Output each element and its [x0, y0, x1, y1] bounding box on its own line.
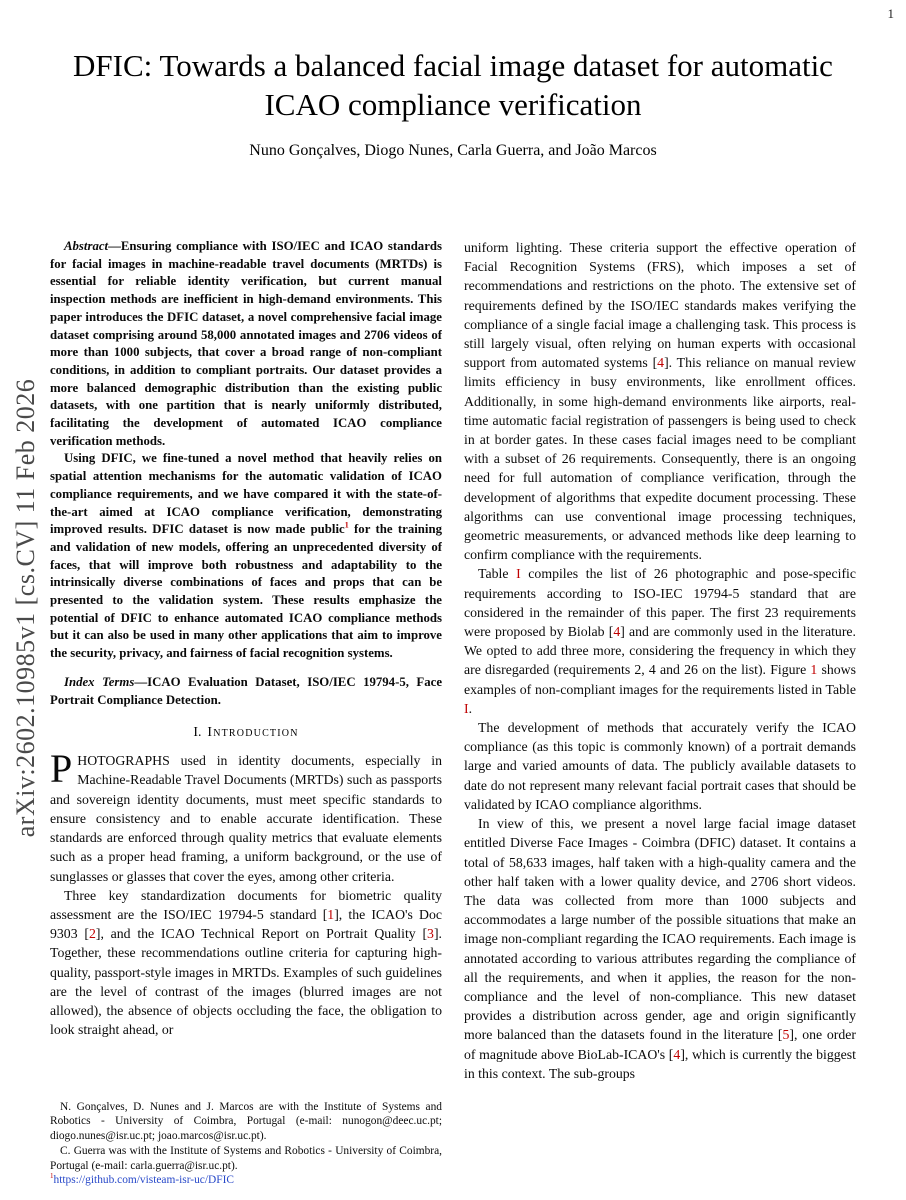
- authors-line: Nuno Gonçalves, Diogo Nunes, Carla Guerra, and João Marcos: [249, 141, 657, 159]
- text-run: —Ensuring compliance with ISO/IEC and ICAO standards for facial images in machine-readable travel documents (MRTDs) is essential for reliable identity verification, but current manual inspection methods are inefficient in high-demand environments. This paper introduces the DFIC dataset, a novel comprehensive facial image dataset comprising around 58,000 annotated images and 2706 videos of more than 1000 subjects, that cover a broad range of non-compliant conditions, in addition to compliant portraits. Our dataset provides a more balanced demographic distribution than the existing public datasets, with one partition that is nearly uniformly distributed, facilitating the development of automated ICAO compliance verification methods.: [50, 239, 442, 448]
- author-affiliation-note: [50, 1100, 442, 1144]
- paper-title: DFIC: Towards a balanced facial image dataset for automatic ICAO compliance verification: [73, 48, 833, 123]
- footnote-marker[interactable]: 1: [344, 520, 349, 530]
- footnote-marker[interactable]: 1: [50, 1172, 54, 1181]
- text-run: Using DFIC, we fine-tuned a novel method that heavily relies on spatial attention mechanisms for the automatic validation of ICAO compliance requirements, and we have compared it with the state-of-the-art aimed at ICAO compliance verification, demonstrating improved results. DFIC dataset is now made public: [50, 451, 442, 537]
- citation-ref[interactable]: 1: [810, 662, 818, 678]
- citation-ref[interactable]: 3: [427, 926, 434, 942]
- text-run: uniform lighting. These criteria support the effective operation of Facial Recognition Systems (FRS), which imposes a set of recommendations and restrictions on the photo. The extensive set of requirements defined by the ISO/IEC standards makes verifying the compliance of a single facial image a challenging task. This process is still largely visual, often relying on human experts with occasional support from automated systems [: [464, 240, 856, 371]
- abstract-paragraph-1: [50, 238, 442, 450]
- section-number: I.: [193, 724, 202, 740]
- dataset-link-footnote: [50, 1173, 442, 1188]
- body-paragraph: [464, 718, 856, 814]
- text-run: Table: [478, 566, 517, 582]
- intro-paragraph-2: [50, 886, 442, 1040]
- abstract-paragraph-2: [50, 450, 442, 662]
- text-run: compiles the list of 26 photographic and pose-specific requirements according to ISO-IEC 19794-5 standard that are considered in the remainder of this paper. The first 23 requirements were proposed by Biolab [: [464, 566, 856, 640]
- text-run: HOTOGRAPHS used in identity documents, especially in Machine-Readable Travel Documents (MRTDs) such as passports and sovereign identity documents, must meet specific standards to ensure consistency and to enable accurate identification. These standards are enforced through quality metrics that evaluate elements such as a proper head framing, a uniform background, or the use of sunglasses or glasses that cover the eyes, among other criteria.: [50, 753, 442, 884]
- body-paragraph: [464, 238, 856, 564]
- citation-ref[interactable]: 4: [613, 624, 621, 640]
- footnotes-block: [50, 1100, 442, 1188]
- text-run: ], one order of magnitude above BioLab-ICAO's [: [464, 1027, 856, 1062]
- index-terms: [50, 674, 442, 709]
- text-run: ]. Together, these recommendations outline criteria for capturing high-quality, passport-style images in MRTDs. Examples of such guidelines are the level of contrast of the images (blurred images are not allowed), the absence of objects occluding the face, the obligation to look straight ahead, or: [50, 926, 442, 1038]
- section-title: Introduction: [207, 724, 299, 740]
- author-affiliation-note: [50, 1144, 442, 1173]
- body-paragraph: [464, 564, 856, 718]
- external-link[interactable]: https://github.com/visteam-isr-uc/DFIC: [53, 1174, 234, 1187]
- text-run: In view of this, we present a novel large facial image dataset entitled Diverse Face Images - Coimbra (DFIC) dataset. It contains a total of 58,633 images, half taken with a high-quality camera and the other half taken with a lower quality device, and 2706 short videos. The data was collected from more than 1000 subjects and accommodates a large number of the possible situations that make an image non-compliant regarding the ICAO requirements. Each image is annotated according to various attributes regarding the compliance of all the requirements, and when it applies, the reason for the non-compliance and the level of non-compliance. This new dataset provides a distribution across gender, age and origin significantly more balanced than the datasets found in the literature [: [464, 816, 856, 1043]
- text-run: N. Gonçalves, D. Nunes and J. Marcos are with the Institute of Systems and Robotics - University of Coimbra, Portugal (e-mail: nunogon@deec.uc.pt; diogo.nunes@isr.uc.pt; joao.marcos@isr.uc.pt).: [50, 1100, 442, 1143]
- intro-paragraph-1-text: [50, 746, 442, 884]
- citation-ref[interactable]: 4: [657, 355, 665, 371]
- page-number: 1: [887, 6, 894, 21]
- section-heading-introduction: [50, 724, 442, 740]
- two-column-body: [50, 238, 856, 1188]
- citation-ref[interactable]: 4: [673, 1046, 681, 1062]
- citation-ref[interactable]: 2: [88, 926, 96, 942]
- text-run: Abstract: [64, 239, 109, 253]
- text-run: The development of methods that accurately verify the ICAO compliance (as this topic is commonly known) of a portrait demands large and varied amounts of data. The publicly available datasets to date do not represent many relevant facial portrait cases that should be validated by ICAO compliance algorithms.: [464, 720, 856, 812]
- dropcap-letter: P: [50, 746, 73, 792]
- text-run: ]. This reliance on manual review limits efficiency in busy environments, like enrollment offices. Additionally, in some high-demand environments like airports, real-time automatic facial registration of passengers is being used to check in at border gates. In these cases facial images need to be compliant with a subset of 26 requirements. Consequently, there is an ongoing need for full automation of compliance verification, through the development of algorithms that expedite document processing. These algorithms can use conventional image processing techniques, geometric measurements, or advanced methods like deep learning to confirm compliance with the requirements.: [464, 355, 856, 563]
- text-run: —ICAO Evaluation Dataset, ISO/IEC 19794-5, Face Portrait Compliance Detection.: [50, 674, 442, 707]
- citation-ref[interactable]: I: [516, 566, 521, 582]
- body-paragraph: [464, 814, 856, 1083]
- text-run: .: [468, 700, 473, 716]
- left-column: [50, 238, 442, 1096]
- text-run: ] and are commonly used in the literature. We opted to add three more, considering the frequency in which they are disregarded (requirements 2, 4 and 26 on the list). Figure: [464, 624, 856, 678]
- text-run: ], the ICAO's Doc 9303 [: [50, 906, 442, 942]
- text-run: for the training and validation of new models, offering an unprecedented diversity of faces, that will improve both robustness and adaptability to the intrinsically diverse combinations of faces and props that can be presented to the validation system. These results emphasize the potential of DFIC to enhance automated ICAO compliance methods but it can also be used in many other applications that aim to improve the security, privacy, and fairness of facial recognition systems.: [50, 522, 442, 661]
- citation-ref[interactable]: 1: [327, 906, 335, 922]
- intro-paragraph-1: [50, 746, 442, 885]
- text-run: ], and the ICAO Technical Report on Portrait Quality [: [95, 926, 428, 942]
- right-column: [464, 238, 856, 1188]
- text-run: Three key standardization documents for biometric quality assessment are the ISO/IEC 19794-5 standard [: [50, 887, 442, 922]
- text-run: C. Guerra was with the Institute of Systems and Robotics - University of Coimbra, Portugal (e-mail: carla.guerra@isr.uc.pt).: [50, 1144, 442, 1172]
- text-run: Index Terms: [64, 674, 135, 689]
- citation-ref[interactable]: I: [464, 700, 469, 716]
- arxiv-banner: arXiv:2602.10985v1 [cs.CV] 11 Feb 2026: [11, 378, 40, 838]
- citation-ref[interactable]: 5: [782, 1027, 790, 1043]
- text-run: ], which is currently the biggest in this context. The sub-groups: [464, 1046, 856, 1081]
- text-run: shows examples of non-compliant images for the requirements listed in Table: [464, 662, 856, 697]
